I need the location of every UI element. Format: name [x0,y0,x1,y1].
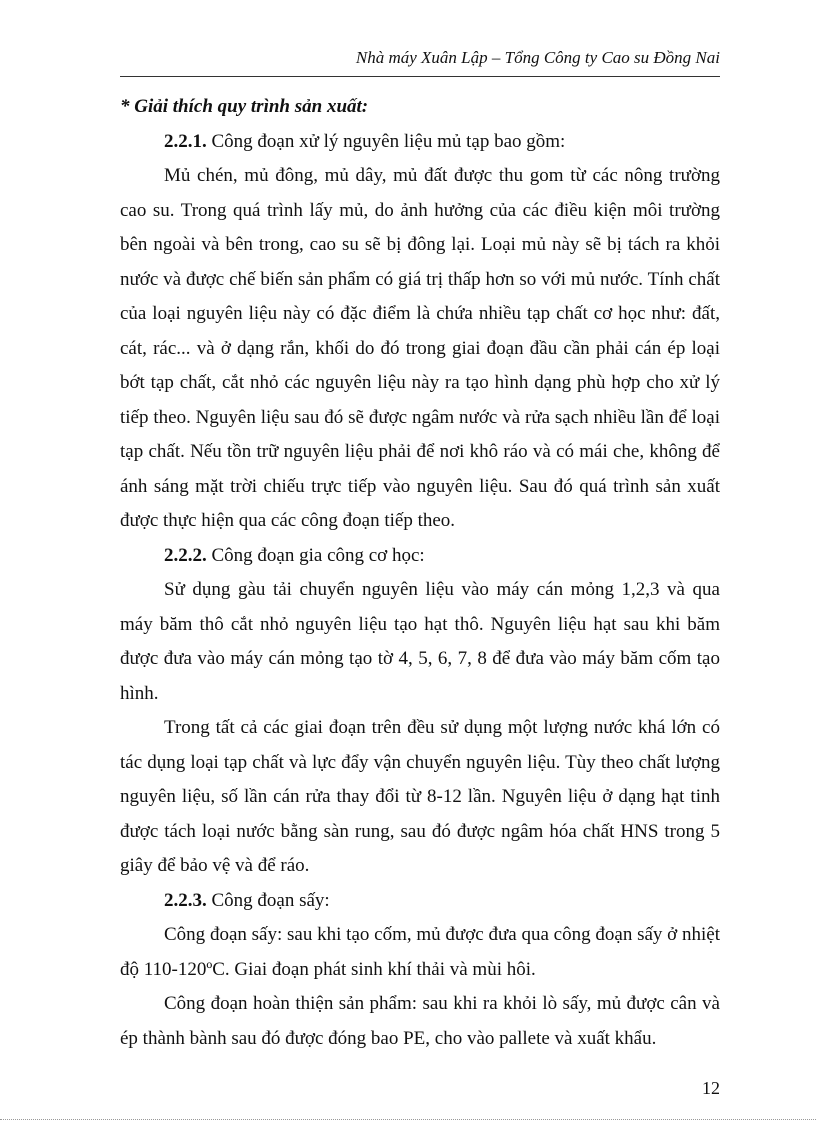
section-number: 2.2.3. [164,889,207,911]
footer-rule [0,1119,816,1120]
section-number: 2.2.1. [164,130,207,152]
page-number: 12 [702,1078,720,1098]
document-body [120,90,720,1056]
section-heading-2-2-2 [120,539,720,574]
paragraph: Mủ chén, mủ đông, mủ dây, mủ đất được thu gom từ các nông trường cao su. Trong quá trình lấy mủ, do ảnh hưởng của các điều kiện môi trường bên ngoài và bên trong, cao su sẽ bị đông lại. Loại mủ này sẽ bị tách ra khỏi nước và được chế biến sản phẩm có giá trị thấp hơn so với mủ nước. Tính chất của loại nguyên liệu này có đặc điểm là chứa nhiều tạp chất cơ học như: đất, cát, rác... và ở dạng rắn, khối do đó trong giai đoạn đầu cần phải cán ép loại bớt tạp chất, cắt nhỏ các nguyên liệu này ra tạo hình dạng phù hợp cho xử lý tiếp theo. Nguyên liệu sau đó sẽ được ngâm nước và rửa sạch nhiều lần để loại tạp chất. Nếu tồn trữ nguyên liệu phải để nơi khô ráo và có mái che, không để ánh sáng mặt trời chiếu trực tiếp vào nguyên liệu. Sau đó quá trình sản xuất được thực hiện qua các công đoạn tiếp theo. [120,165,720,531]
paragraph: Sử dụng gàu tải chuyển nguyên liệu vào máy cán mỏng 1,2,3 và qua máy băm thô cắt nhỏ nguyên liệu tạo hạt thô. Nguyên liệu hạt sau khi băm được đưa vào máy cán mỏng tạo tờ 4, 5, 6, 7, 8 để đưa vào máy băm cốm tạo hình. [120,579,720,704]
section-heading-2-2-3 [120,884,720,919]
section-title: Công đoạn xử lý nguyên liệu mủ tạp bao gồm: [211,130,566,152]
section-title: Công đoạn gia công cơ học: [211,544,425,566]
running-header: Nhà máy Xuân Lập – Tổng Công ty Cao su Đồng Nai [355,48,720,67]
paragraph: Công đoạn hoàn thiện sản phẩm: sau khi ra khỏi lò sấy, mủ được cân và ép thành bành sau đó được đóng bao PE, cho vào pallete và xuất khẩu. [120,993,720,1049]
section-number: 2.2.2. [164,544,207,566]
header-rule [120,76,720,77]
section-title: Công đoạn sấy: [211,889,330,911]
lead-title: * Giải thích quy trình sản xuất: [120,96,369,117]
paragraph: Công đoạn sấy: sau khi tạo cốm, mủ được đưa qua công đoạn sấy ở nhiệt độ 110-120ºC. Giai đoạn phát sinh khí thải và mùi hôi. [120,924,720,980]
section-heading-2-2-1 [120,125,720,160]
paragraph: Trong tất cả các giai đoạn trên đều sử dụng một lượng nước khá lớn có tác dụng loại tạp chất và lực đẩy vận chuyển nguyên liệu. Tùy theo chất lượng nguyên liệu, số lần cán rửa thay đổi từ 8-12 lần. Nguyên liệu ở dạng hạt tinh được tách loại nước bằng sàn rung, sau đó được ngâm hóa chất HNS trong 5 giây để bảo vệ và để ráo. [120,717,720,876]
